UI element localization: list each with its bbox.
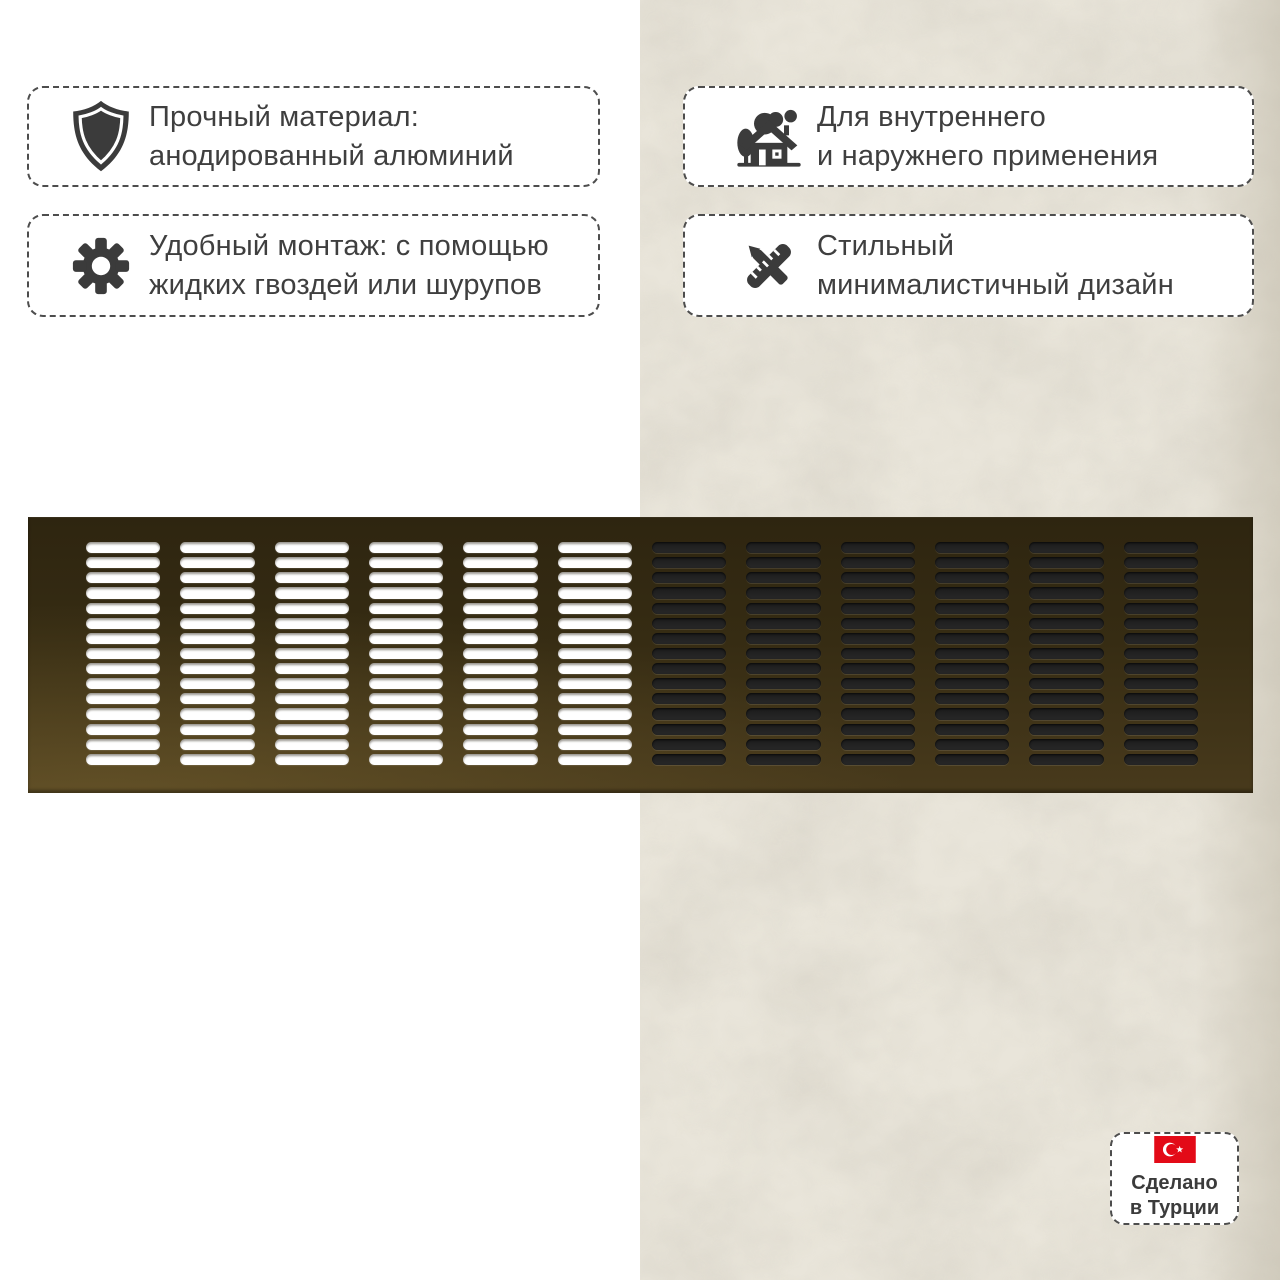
grille-slots xyxy=(86,542,1198,765)
grille-slot-open xyxy=(369,572,443,583)
grille-slot-open xyxy=(463,678,537,689)
grille-slot-open xyxy=(463,618,537,629)
grille-slot-closed xyxy=(1029,693,1103,704)
grille-slot-closed xyxy=(841,587,915,598)
grille-slot-closed xyxy=(652,739,726,750)
grille-slot-closed xyxy=(1124,587,1198,598)
grille-slot-open xyxy=(369,542,443,553)
house-outdoor-icon xyxy=(733,97,805,177)
grille-slot-closed xyxy=(652,572,726,583)
grille-slot-open xyxy=(275,678,349,689)
grille-slot-open xyxy=(180,633,254,644)
grille-slot-closed xyxy=(1029,648,1103,659)
grille-slot-closed xyxy=(746,542,820,553)
grille-slot-open xyxy=(463,739,537,750)
grille-slot-open xyxy=(369,663,443,674)
grille-slot-closed xyxy=(1124,618,1198,629)
grille-slot-closed xyxy=(1029,542,1103,553)
grille-slot-closed xyxy=(652,693,726,704)
grille-slot-closed xyxy=(746,557,820,568)
grille-slot-closed xyxy=(746,648,820,659)
grille-slot-open xyxy=(558,542,632,553)
grille-slot-open xyxy=(86,603,160,614)
grille-slot-closed xyxy=(935,587,1009,598)
grille-slot-open xyxy=(369,693,443,704)
grille-slot-open xyxy=(558,603,632,614)
grille-slot-open xyxy=(180,542,254,553)
grille-slot-closed xyxy=(935,633,1009,644)
grille-slot-closed xyxy=(1124,708,1198,719)
grille-slot-open xyxy=(180,678,254,689)
grille-slot-closed xyxy=(841,603,915,614)
grille-slot-open xyxy=(558,648,632,659)
grille-slot-closed xyxy=(841,693,915,704)
grille-slot-closed xyxy=(1124,693,1198,704)
grille-slot-closed xyxy=(1029,678,1103,689)
grille-slot-closed xyxy=(841,618,915,629)
grille-slot-closed xyxy=(1124,633,1198,644)
grille-slot-open xyxy=(558,739,632,750)
grille-slot-closed xyxy=(652,678,726,689)
grille-slot-closed xyxy=(1124,663,1198,674)
grille-slot-open xyxy=(86,693,160,704)
grille-slot-open xyxy=(275,618,349,629)
grille-slot-closed xyxy=(1029,572,1103,583)
grille-slot-open xyxy=(558,754,632,765)
grille-slot-open xyxy=(369,724,443,735)
grille-slot-open xyxy=(180,648,254,659)
grille-panel xyxy=(28,517,1253,793)
grille-slot-closed xyxy=(935,648,1009,659)
grille-slot-open xyxy=(558,587,632,598)
grille-slot-closed xyxy=(1029,603,1103,614)
grille-slot-closed xyxy=(841,663,915,674)
grille-slot-open xyxy=(180,618,254,629)
grille-slot-open xyxy=(275,724,349,735)
grille-slot-closed xyxy=(1029,739,1103,750)
grille-slot-open xyxy=(558,572,632,583)
grille-slot-closed xyxy=(935,693,1009,704)
grille-slot-closed xyxy=(652,724,726,735)
grille-slot-open xyxy=(275,542,349,553)
grille-slot-closed xyxy=(841,754,915,765)
grille-slot-closed xyxy=(1124,572,1198,583)
grille-slot-open xyxy=(275,754,349,765)
grille-slot-open xyxy=(463,754,537,765)
grille-slot-closed xyxy=(652,663,726,674)
grille-slot-open xyxy=(369,603,443,614)
grille-slot-open xyxy=(180,739,254,750)
grille-slot-closed xyxy=(841,542,915,553)
grille-slot-open xyxy=(86,724,160,735)
grille-slot-closed xyxy=(1124,739,1198,750)
grille-slot-open xyxy=(86,708,160,719)
grille-slot-open xyxy=(369,633,443,644)
grille-slot-closed xyxy=(935,754,1009,765)
grille-slot-closed xyxy=(1029,633,1103,644)
grille-slot-closed xyxy=(746,572,820,583)
made-in-line-2: в Турции xyxy=(1129,1197,1220,1219)
feature-text-usage: Для внутреннего и наружнего применения xyxy=(817,100,1159,172)
grille-slot-closed xyxy=(935,618,1009,629)
grille-slot-closed xyxy=(746,754,820,765)
grille-slot-open xyxy=(180,724,254,735)
grille-slot-closed xyxy=(935,724,1009,735)
grille-slot-open xyxy=(369,754,443,765)
grille-slot-open xyxy=(180,754,254,765)
grille-slot-open xyxy=(180,587,254,598)
grille-slot-closed xyxy=(935,557,1009,568)
grille-slot-closed xyxy=(841,708,915,719)
grille-slot-open xyxy=(180,557,254,568)
grille-slot-open xyxy=(463,663,537,674)
grille-slot-open xyxy=(275,693,349,704)
grille-slot-closed xyxy=(1124,724,1198,735)
grille-slot-closed xyxy=(1029,587,1103,598)
grille-slot-open xyxy=(463,557,537,568)
grille-slot-closed xyxy=(1124,603,1198,614)
grille-slot-open xyxy=(275,587,349,598)
grille-slot-open xyxy=(369,708,443,719)
feature-text-material: Прочный материал: анодированный алюминий xyxy=(149,100,514,172)
grille-slot-open xyxy=(86,633,160,644)
grille-slot-open xyxy=(463,633,537,644)
grille-slot-closed xyxy=(652,542,726,553)
grille-slot-closed xyxy=(1029,618,1103,629)
grille-slot-open xyxy=(558,708,632,719)
grille-slot-closed xyxy=(652,557,726,568)
grille-slot-open xyxy=(558,557,632,568)
grille-slot-closed xyxy=(746,708,820,719)
grille-slot-open xyxy=(86,739,160,750)
grille-slot-open xyxy=(463,603,537,614)
grille-slot-open xyxy=(369,557,443,568)
grille-slot-open xyxy=(86,663,160,674)
grille-slot-closed xyxy=(935,678,1009,689)
grille-slot-open xyxy=(86,557,160,568)
grille-slot-open xyxy=(463,587,537,598)
grille-slot-closed xyxy=(841,724,915,735)
grille-slot-open xyxy=(86,618,160,629)
feature-text-design: Стильный минималистичный дизайн xyxy=(817,229,1174,301)
grille-slot-closed xyxy=(652,633,726,644)
grille-slot-closed xyxy=(1124,754,1198,765)
grille-slot-closed xyxy=(1029,724,1103,735)
grille-slot-closed xyxy=(935,739,1009,750)
grille-slot-open xyxy=(86,572,160,583)
grille-slot-open xyxy=(180,708,254,719)
grille-slot-closed xyxy=(841,739,915,750)
grille-slot-closed xyxy=(841,648,915,659)
grille-slot-open xyxy=(369,648,443,659)
grille-slot-open xyxy=(275,557,349,568)
feature-box-design xyxy=(683,214,1254,317)
grille-slot-open xyxy=(463,542,537,553)
grille-slot-closed xyxy=(935,663,1009,674)
grille-slot-closed xyxy=(841,572,915,583)
grille-slot-open xyxy=(86,678,160,689)
grille-slot-closed xyxy=(935,542,1009,553)
feature-box-material xyxy=(27,86,600,187)
grille-slot-open xyxy=(275,663,349,674)
grille-slot-open xyxy=(275,648,349,659)
grille-slot-closed xyxy=(935,572,1009,583)
grille-slot-closed xyxy=(746,633,820,644)
grille-slot-closed xyxy=(935,708,1009,719)
grille-slot-closed xyxy=(652,587,726,598)
grille-slot-open xyxy=(558,633,632,644)
grille-slot-closed xyxy=(746,663,820,674)
grille-slot-closed xyxy=(746,587,820,598)
grille-slot-open xyxy=(369,618,443,629)
turkey-flag-icon xyxy=(1154,1136,1196,1168)
grille-slot-open xyxy=(558,663,632,674)
grille-slot-open xyxy=(86,648,160,659)
grille-slot-open xyxy=(558,678,632,689)
grille-slot-closed xyxy=(652,754,726,765)
grille-slot-open xyxy=(463,724,537,735)
grille-slot-open xyxy=(275,708,349,719)
gear-icon xyxy=(65,226,137,306)
grille-slot-closed xyxy=(1029,663,1103,674)
grille-slot-open xyxy=(86,754,160,765)
grille-slot-closed xyxy=(746,678,820,689)
grille-slot-open xyxy=(86,542,160,553)
pencil-ruler-icon xyxy=(733,226,805,306)
grille-slot-closed xyxy=(746,603,820,614)
grille-slot-closed xyxy=(746,724,820,735)
grille-slot-open xyxy=(275,633,349,644)
grille-slot-closed xyxy=(1124,648,1198,659)
grille-slot-closed xyxy=(746,693,820,704)
grille-slot-closed xyxy=(652,648,726,659)
shield-icon xyxy=(65,97,137,177)
grille-slot-closed xyxy=(841,678,915,689)
grille-slot-open xyxy=(180,693,254,704)
grille-slot-closed xyxy=(1029,708,1103,719)
grille-slot-open xyxy=(463,693,537,704)
made-in-line-1: Сделано xyxy=(1131,1172,1218,1194)
grille-slot-open xyxy=(369,678,443,689)
grille-slot-open xyxy=(275,739,349,750)
grille-slot-closed xyxy=(841,633,915,644)
grille-slot-closed xyxy=(652,603,726,614)
grille-slot-closed xyxy=(1124,678,1198,689)
grille-slot-open xyxy=(558,693,632,704)
feature-box-usage xyxy=(683,86,1254,187)
grille-slot-closed xyxy=(841,557,915,568)
grille-slot-open xyxy=(463,708,537,719)
made-in-badge xyxy=(1110,1132,1239,1225)
grille-slot-open xyxy=(180,603,254,614)
grille-slot-closed xyxy=(935,603,1009,614)
grille-slot-closed xyxy=(746,618,820,629)
grille-slot-closed xyxy=(652,618,726,629)
grille-slot-open xyxy=(275,603,349,614)
grille-slot-closed xyxy=(1029,557,1103,568)
feature-text-mounting: Удобный монтаж: с помощью жидких гвоздей или шурупов xyxy=(149,229,549,301)
grille-slot-open xyxy=(369,739,443,750)
grille-slot-closed xyxy=(746,739,820,750)
grille-slot-open xyxy=(275,572,349,583)
grille-slot-closed xyxy=(1029,754,1103,765)
grille-slot-open xyxy=(463,648,537,659)
grille-slot-closed xyxy=(652,708,726,719)
grille-slot-open xyxy=(463,572,537,583)
feature-box-mounting xyxy=(27,214,600,317)
grille-slot-open xyxy=(180,663,254,674)
grille-slot-open xyxy=(86,587,160,598)
grille-slot-open xyxy=(558,724,632,735)
grille-slot-closed xyxy=(1124,557,1198,568)
grille-slot-open xyxy=(369,587,443,598)
grille-slot-open xyxy=(180,572,254,583)
grille-slot-open xyxy=(558,618,632,629)
grille-slot-closed xyxy=(1124,542,1198,553)
